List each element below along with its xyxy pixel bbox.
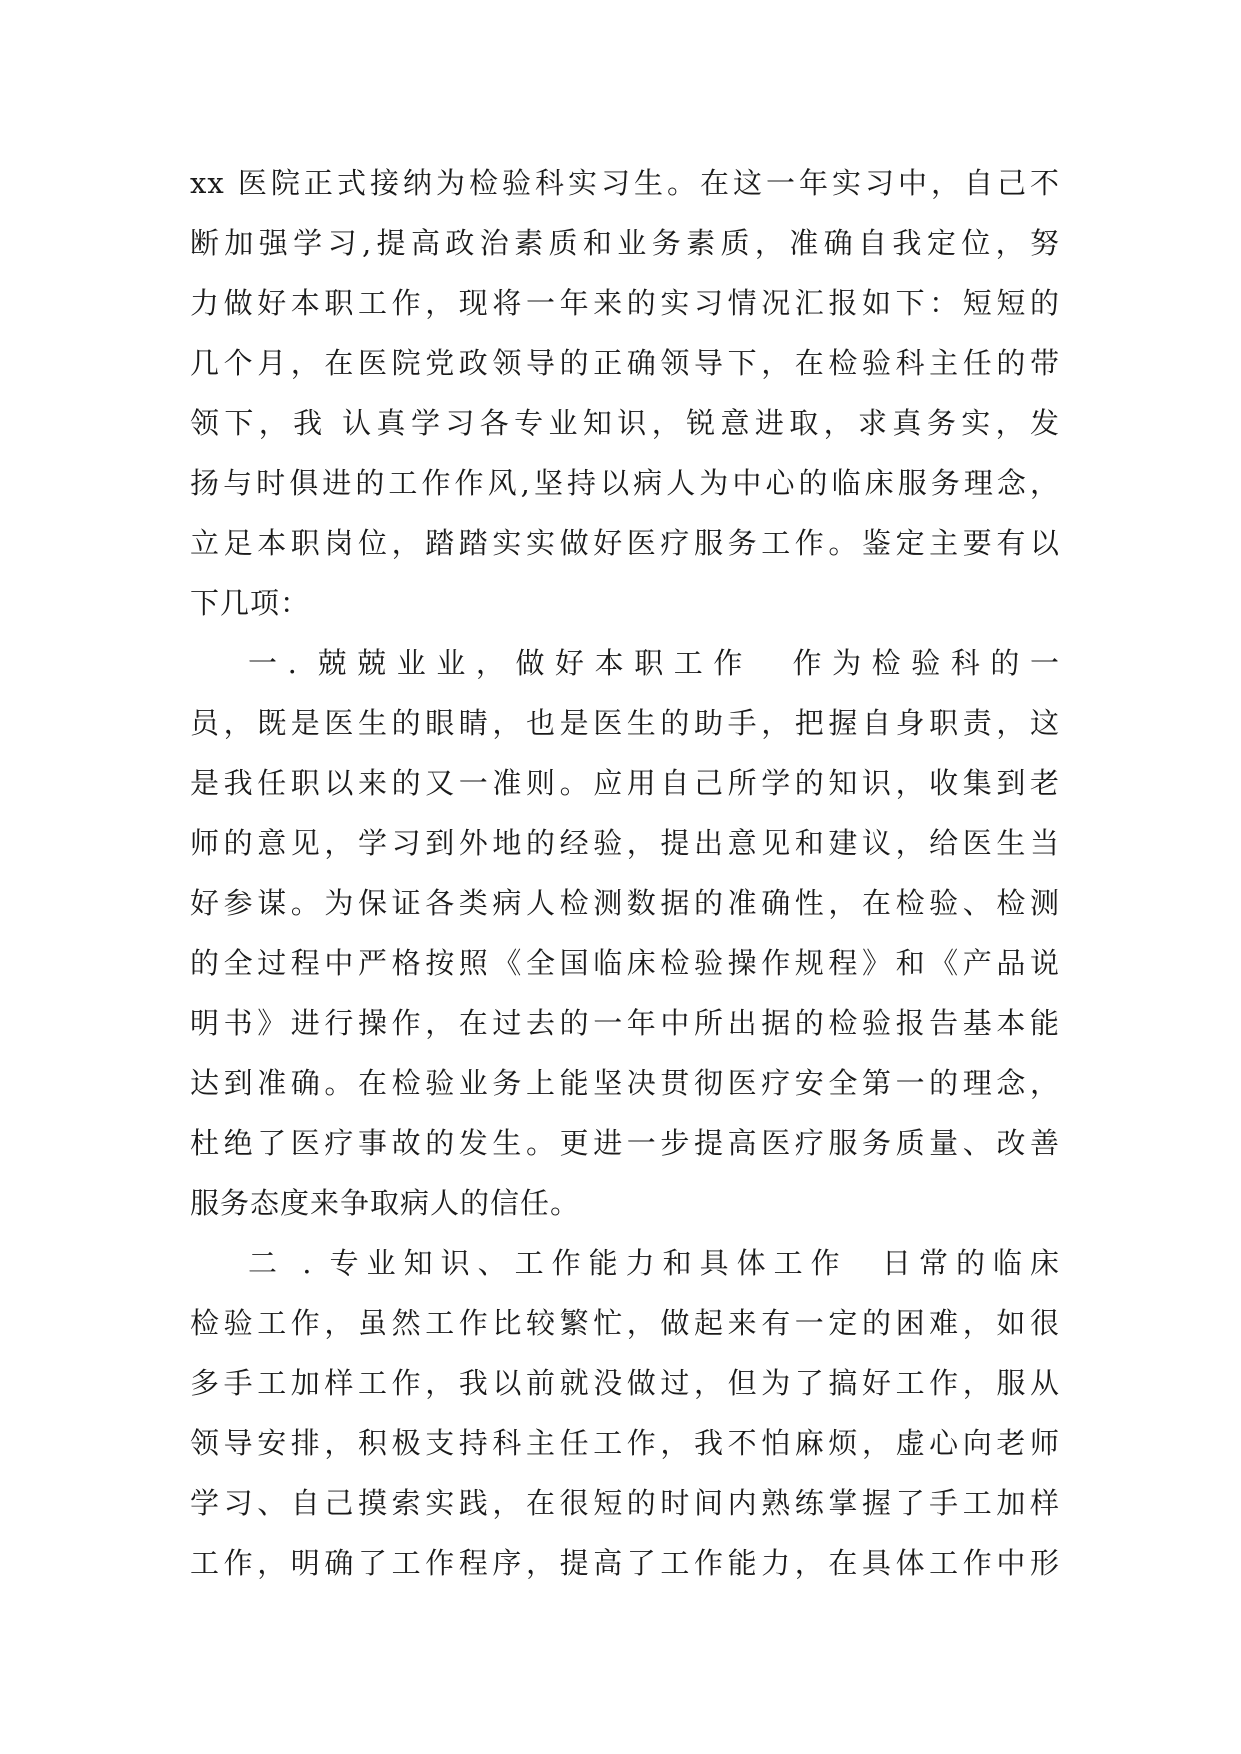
text-line: 学习、自己摸索实践，在很短的时间内熟练掌握了手工加样	[190, 1486, 1060, 1520]
text-line: 杜绝了医疗事故的发生。更进一步提高医疗服务质量、改善	[190, 1126, 1060, 1160]
section-heading-line-2	[190, 1233, 1060, 1293]
text-line: 明书》进行操作，在过去的一年中所出据的检验报告基本能	[190, 1006, 1060, 1040]
text-line: 立足本职岗位，踏踏实实做好医疗服务工作。鉴定主要有以	[190, 526, 1060, 560]
section-text-start: 作为检验科的一	[792, 646, 1060, 680]
text-line: 扬与时俱进的工作作风,坚持以病人为中心的临床服务理念，	[190, 466, 1060, 500]
text-line: 几个月，在医院党政领导的正确领导下，在检验科主任的带	[190, 346, 1060, 380]
text-line: 员，既是医生的眼睛，也是医生的助手，把握自身职责，这	[190, 706, 1060, 740]
text-line: 好参谋。为保证各类病人检测数据的准确性，在检验、检测	[190, 886, 1060, 920]
text-line: 断加强学习,提高政治素质和业务素质，准确自我定位，努	[190, 226, 1060, 260]
text-line: 领导安排，积极支持科主任工作，我不怕麻烦，虚心向老师	[190, 1426, 1060, 1460]
text-line: 力做好本职工作，现将一年来的实习情况汇报如下：短短的	[190, 286, 1060, 320]
text-line: 下几项：	[190, 586, 311, 620]
text-line: xx 医院正式接纳为检验科实习生。在这一年实习中，自己不	[190, 166, 1060, 200]
text-line: 多手工加样工作，我以前就没做过，但为了搞好工作，服从	[190, 1366, 1060, 1400]
document-body	[190, 153, 1060, 1593]
section-heading-2: 二 . 专业知识、工作能力和具体工作	[248, 1246, 848, 1280]
text-line: 服务态度来争取病人的信任。	[190, 1186, 581, 1220]
text-line: 达到准确。在检验业务上能坚决贯彻医疗安全第一的理念，	[190, 1066, 1060, 1100]
text-line: 工作，明确了工作程序，提高了工作能力，在具体工作中形	[190, 1546, 1060, 1580]
section-text-start: 日常的临床	[882, 1246, 1060, 1280]
text-line: 领下，我 认真学习各专业知识，锐意进取，求真务实，发	[190, 406, 1060, 440]
text-line: 的全过程中严格按照《全国临床检验操作规程》和《产品说	[190, 946, 1060, 980]
text-line: 是我任职以来的又一准则。应用自己所学的知识，收集到老	[190, 766, 1060, 800]
section-heading-1: 一. 兢兢业业，做好本职工作	[248, 646, 753, 680]
text-line: 检验工作，虽然工作比较繁忙，做起来有一定的困难，如很	[190, 1306, 1060, 1340]
section-heading-line-1	[190, 633, 1060, 693]
text-line: 师的意见，学习到外地的经验，提出意见和建议，给医生当	[190, 826, 1060, 860]
